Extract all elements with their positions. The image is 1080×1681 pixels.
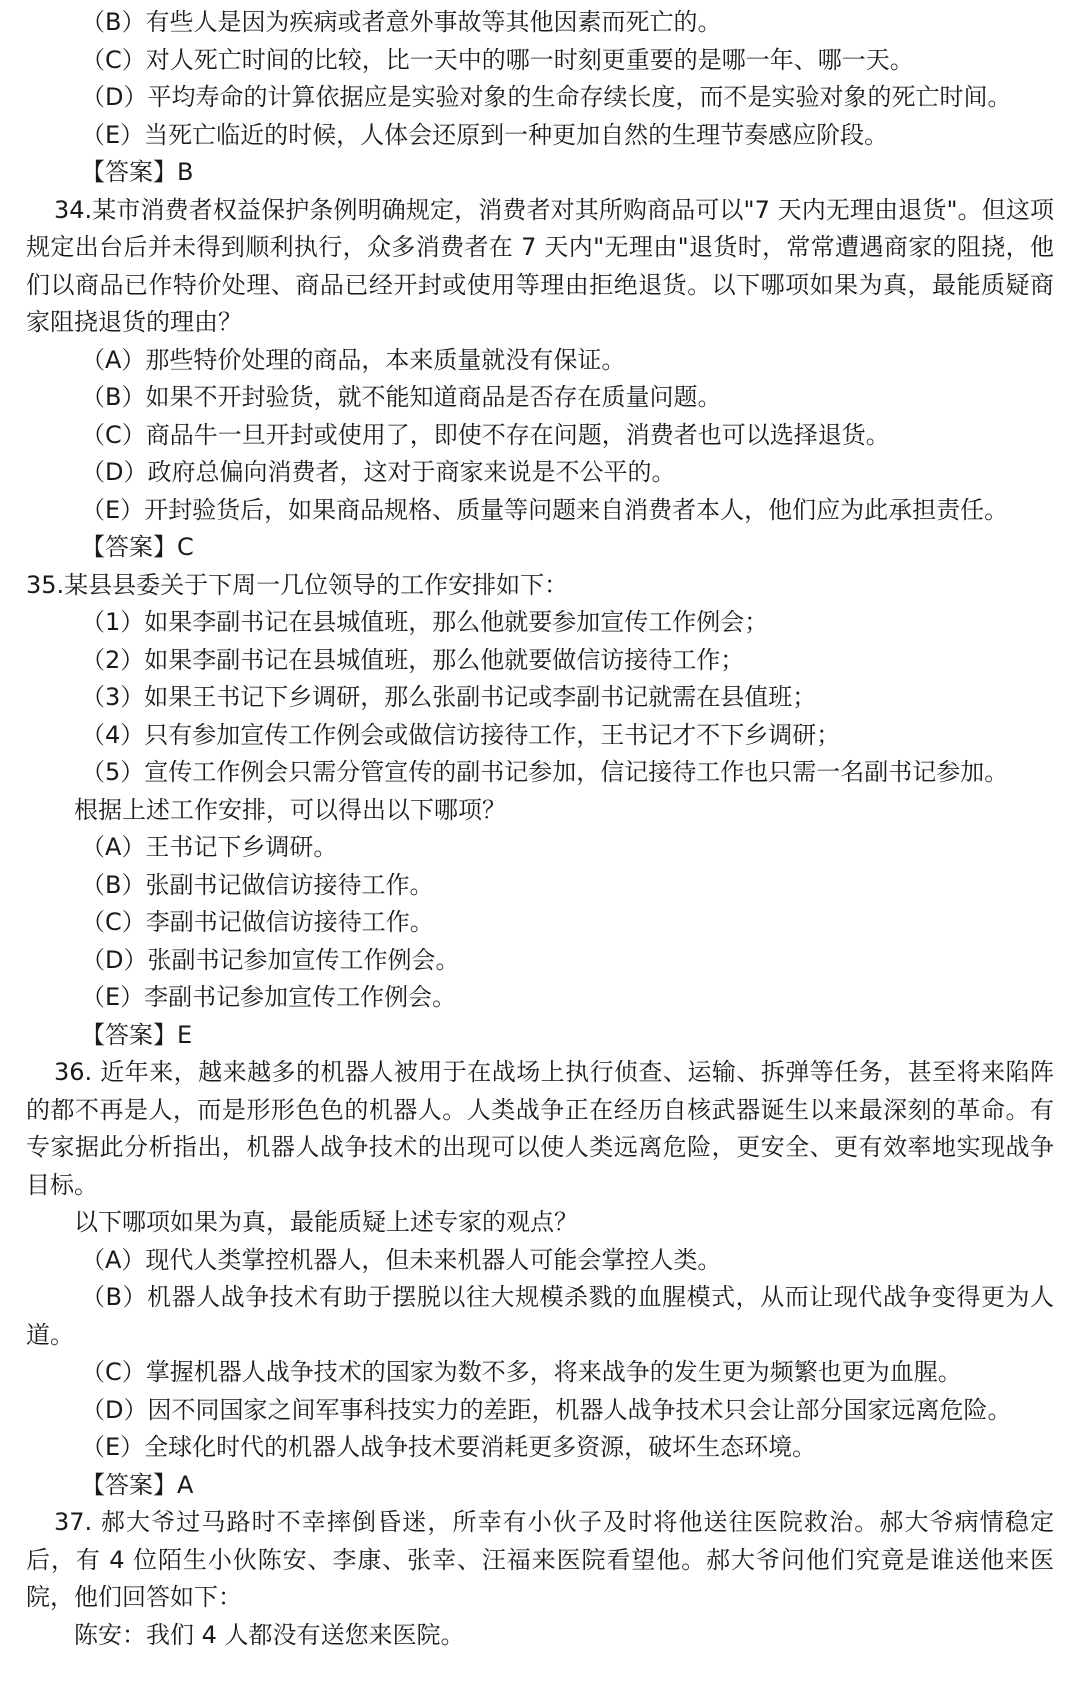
q36-option-b: （B）机器人战争技术有助于摆脱以往大规模杀戮的血腥模式，从而让现代战争变得更为人道。: [26, 1283, 1054, 1349]
q33-answer: 【答案】B: [81, 158, 194, 186]
q34-option-e: （E）开封验货后，如果商品规格、质量等问题来自消费者本人，他们应为此承担责任。: [81, 495, 1009, 524]
q35-option-c: （C）李副书记做信访接待工作。: [81, 908, 434, 936]
q35-option-a: （A）王书记下乡调研。: [81, 833, 338, 861]
q34-stem: 34.某市消费者权益保护条例明确规定，消费者对其所购商品可以"7 天内无理由退货"。但这项规定出台后并未得到顺利执行，众多消费者在 7 天内"无理由"退货时，常常遭遇商家的阻挠，他们以商品已作特价处理、商品已经开封或使用等理由拒绝退货。以下哪项如果为真，最能质疑商家阻挠退货的理由？: [26, 195, 1054, 336]
q33-option-e: （E）当死亡临近的时候，人体会还原到一种更加自然的生理节奏感应阶段。: [81, 120, 889, 149]
q36-option-a: （A）现代人类掌控机器人，但未来机器人可能会掌控人类。: [81, 1245, 722, 1274]
q35-option-b: （B）张副书记做信访接待工作。: [81, 870, 434, 899]
q35-condition-5: （5）宣传工作例会只需分管宣传的副书记参加，信记接待工作也只需一名副书记参加。: [81, 758, 1009, 786]
q37-stem: 37. 郝大爷过马路时不幸摔倒昏迷，所幸有小伙子及时将他送往医院救治。郝大爷病情稳定后，有 4 位陌生小伙陈安、李康、张幸、汪福来医院看望他。郝大爷问他们究竟是谁送他来医院，他们回答如下：: [26, 1508, 1054, 1611]
q34-option-c: （C）商品牛一旦开封或使用了，即使不存在问题，消费者也可以选择退货。: [81, 420, 890, 449]
q35-condition-2: （2）如果李副书记在县城值班，那么他就要做信访接待工作；: [81, 645, 745, 674]
q36-option-e: （E）全球化时代的机器人战争技术要消耗更多资源，破坏生态环境。: [81, 1433, 817, 1461]
q35-answer: 【答案】E: [81, 1020, 193, 1049]
q35-option-e: （E）李副书记参加宣传工作例会。: [81, 983, 457, 1011]
q33-option-b: （B）有些人是因为疾病或者意外事故等其他因素而死亡的。: [81, 8, 722, 36]
q35-stem: 35.某县县委关于下周一几位领导的工作安排如下：: [26, 570, 569, 599]
q34-option-b: （B）如果不开封验货，就不能知道商品是否存在质量问题。: [81, 383, 722, 411]
q35-condition-4: （4）只有参加宣传工作例会或做信访接待工作，王书记才不下乡调研；: [81, 720, 841, 749]
q34-option-d: （D）政府总偏向消费者，这对于商家来说是不公平的。: [81, 458, 676, 486]
q36-option-d: （D）因不同国家之间军事科技实力的差距，机器人战争技术只会让部分国家远离危险。: [81, 1395, 1012, 1424]
q36-answer: 【答案】A: [81, 1470, 194, 1499]
q35-condition-3: （3）如果王书记下乡调研，那么张副书记或李副书记就需在县值班；: [81, 683, 817, 711]
q36-option-c: （C）掌握机器人战争技术的国家为数不多，将来战争的发生更为频繁也更为血腥。: [81, 1358, 962, 1386]
q35-question: 根据上述工作安排，可以得出以下哪项？: [74, 795, 506, 824]
q34-answer: 【答案】C: [81, 533, 194, 561]
q35-option-d: （D）张副书记参加宣传工作例会。: [81, 945, 460, 974]
q33-option-c: （C）对人死亡时间的比较，比一天中的哪一时刻更重要的是哪一年、哪一天。: [81, 45, 914, 74]
q33-option-d: （D）平均寿命的计算依据应是实验对象的生命存续长度，而不是实验对象的死亡时间。: [81, 83, 1012, 111]
q35-condition-1: （1）如果李副书记在县城值班，那么他就要参加宣传工作例会；: [81, 608, 769, 636]
q36-question: 以下哪项如果为真，最能质疑上述专家的观点？: [74, 1208, 578, 1236]
q37-reply-chen-an: 陈安：我们 4 人都没有送您来医院。: [74, 1620, 465, 1649]
q34-option-a: （A）那些特价处理的商品，本来质量就没有保证。: [81, 345, 626, 374]
q36-stem: 36. 近年来，越来越多的机器人被用于在战场上执行侦查、运输、拆弹等任务，甚至将来陷阵的都不再是人，而是形形色色的机器人。人类战争正在经历自核武器诞生以来最深刻的革命。有专家据此分析指出，机器人战争技术的出现可以使人类远离危险，更安全、更有效率地实现战争目标。: [26, 1058, 1054, 1199]
